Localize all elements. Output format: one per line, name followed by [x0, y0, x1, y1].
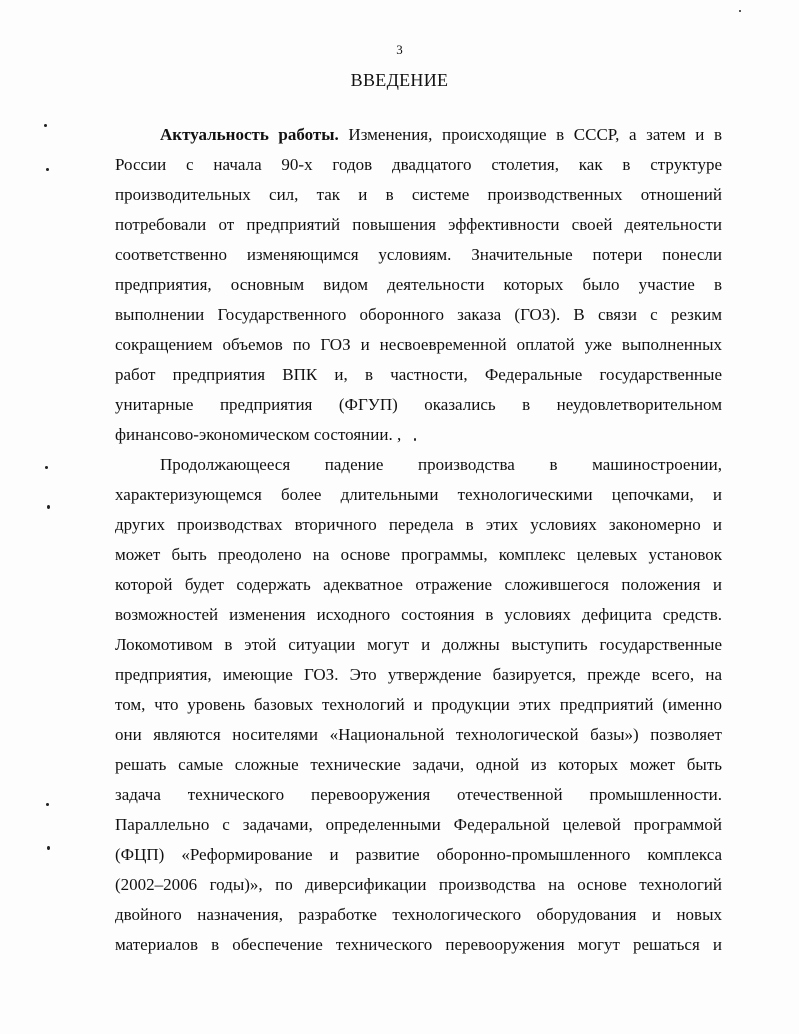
body-text [115, 120, 722, 960]
text-line: материалов в обеспечение технического перевооружения могут решаться и [115, 935, 722, 954]
text-line: других производствах вторичного передела в этих условиях закономерно и [115, 515, 722, 534]
text-line: которой будет содержать адекватное отражение сложившегося положения и [115, 575, 722, 594]
text-line: унитарные предприятия (ФГУП) оказались в неудовлетворительном [115, 395, 722, 414]
text-line: потребовали от предприятий повышения эффективности своей деятельности [115, 215, 722, 234]
scan-speck [44, 124, 47, 127]
page-title: ВВЕДЕНИЕ [350, 70, 449, 90]
text-line: может быть преодолено на основе программы, комплекс целевых установок [115, 545, 722, 564]
text-line: производительных сил, так и в системе производственных отношений [115, 185, 722, 204]
paragraph-2-line-1: Продолжающееся падение производства в машиностроении, [160, 455, 722, 474]
text-line: России с начала 90-х годов двадцатого столетия, как в структуре [115, 155, 722, 174]
text-line: возможностей изменения исходного состояния в условиях дефицита средств. [115, 605, 722, 624]
scan-speck [47, 505, 50, 509]
scan-speck [47, 846, 50, 850]
text-line: Локомотивом в этой ситуации могут и должны выступить государственные [115, 635, 722, 654]
text-line: работ предприятия ВПК и, в частности, Федеральные государственные [115, 365, 722, 384]
scan-speck [414, 438, 416, 441]
text-line: (ФЦП) «Реформирование и развитие оборонно-промышленного комплекса [115, 845, 722, 864]
text-line: задача технического перевооружения отечественной промышленности. [115, 785, 722, 804]
text-line: они являются носителями «Национальной технологической базы») позволяет [115, 725, 722, 744]
scan-speck [46, 168, 49, 171]
paragraph-1-line-1: Актуальность работы. Изменения, происходящие в СССР, а затем и в [160, 125, 722, 144]
text-line: характеризующемся более длительными технологическими цепочками, и [115, 485, 722, 504]
text-line: выполнении Государственного оборонного заказа (ГОЗ). В связи с резким [115, 305, 722, 324]
scan-speck [45, 466, 48, 469]
scan-speck [46, 803, 49, 806]
section-lead: Актуальность работы. [160, 125, 339, 144]
text-line: предприятия, основным видом деятельности которых было участие в [115, 275, 722, 294]
text-line: Параллельно с задачами, определенными Федеральной целевой программой [115, 815, 722, 834]
text-line: решать самые сложные технические задачи, одной из которых может быть [115, 755, 722, 774]
scan-speck [739, 10, 741, 12]
text-line: финансово-экономическом состоянии. , [115, 425, 402, 444]
text-line: соответственно изменяющимся условиям. Значительные потери понесли [115, 245, 722, 264]
text-line: двойного назначения, разработке технологического оборудования и новых [115, 905, 722, 924]
text-line: (2002–2006 годы)», по диверсификации производства на основе технологий [115, 875, 722, 894]
text-line: сокращением объемов по ГОЗ и несвоевременной оплатой уже выполненных [115, 335, 722, 354]
text-line: том, что уровень базовых технологий и продукции этих предприятий (именно [115, 695, 722, 714]
page-number: 3 [396, 42, 403, 57]
text-line: предприятия, имеющие ГОЗ. Это утверждение базируется, прежде всего, на [115, 665, 722, 684]
